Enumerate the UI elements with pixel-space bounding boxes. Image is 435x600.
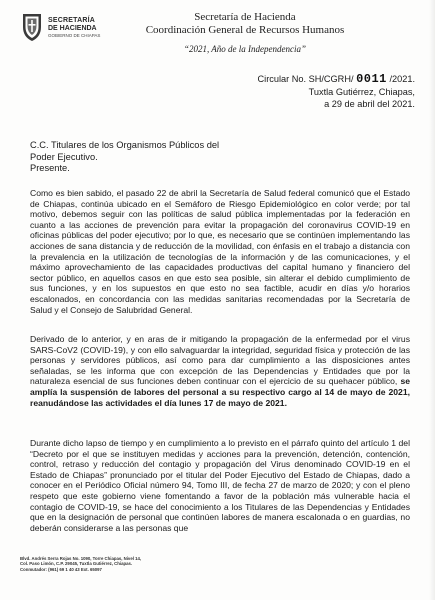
addressee-line-1: C.C. Titulares de los Organismos Públicos del: [30, 140, 220, 150]
paragraph-2-bold-notice: se amplía la suspensión de labores del personal a su respectivo cargo al 14 de mayo de 2021, reanudándose las actividades el día lunes 17 de mayo de 2021.: [30, 376, 411, 408]
addressee-block: [30, 140, 390, 175]
footer-line-3: Conmutador: (961) 69 1 40 43 Ext. 65097: [20, 566, 102, 572]
paragraph-2-text: Derivado de lo anterior, y en aras de ir mitigando la propagación de la enfermedad por el virus SARS-CoV2 (COVID-19), y con ello salvaguardar la integridad, seguridad física y protección de las personas y servidores públicos, así como para dar cumplimiento a las disposiciones antes señaladas, se les informa que con excepción de las Dependencias y Entidades que por la naturaleza esencial de sus funciones deben continuar con el ejercicio de su quehacer público,: [30, 334, 410, 387]
logo-text: [48, 17, 100, 39]
addressee-line-3: Presente.: [30, 163, 70, 173]
coat-of-arms-icon: [20, 12, 44, 42]
scan-edge-shadow: [429, 0, 435, 600]
circular-folio: 0011: [356, 72, 387, 86]
circular-number: [258, 74, 415, 85]
logo-line-1: SECRETARÍA: [48, 17, 95, 24]
body-paragraph-3: Durante dicho lapso de tiempo y en cumplimiento a lo previsto en el párrafo quinto del artículo 1 del “Decreto por el que se instituyen medidas y acciones para la prevención, detención, contención, control, retraso y reducción del contagio y propagación del Virus denominado COVID-19 en el Estado de Chiapas” pronunciado por el titular del Poder Ejecutivo del Estado de Chiapas, dado a conocer en el Periódico Oficial número 94, Tomo III, de fecha 27 de marzo de 2020; y con el pleno respeto que este gobierno viene fomentando a favor de la población más vulnerable hacia el contagio de COVID-19, se hace del conocimiento a los Titulares de las Dependencias y Entidades que en la designación de personal que continúen labores de manera escalonada o en guardias, no deberán considerarse a las personas que: [30, 438, 410, 533]
ministry-title: Secretaría de Hacienda: [194, 11, 296, 23]
logo-line-3: GOBIERNO DE CHIAPAS: [48, 33, 101, 38]
ministry-logo: [20, 12, 140, 52]
year-motto: “2021, Año de la Independencia”: [183, 44, 307, 54]
office-address-footer: [20, 556, 141, 572]
footer-line-2: Col. Paso Limón, C.P. 29045, Tuxtla Gutiérrez, Chiapas.: [20, 561, 133, 567]
circular-date: a 29 de abril del 2021.: [324, 99, 415, 109]
circular-place: Tuxtla Gutiérrez, Chiapas,: [308, 87, 415, 97]
addressee-line-2: Poder Ejecutivo.: [30, 151, 98, 162]
logo-line-2: DE HACIENDA: [48, 25, 97, 32]
body-paragraph-2: [30, 334, 410, 408]
footer-line-1: Blvd. Andrés Serra Rojas No. 1090, Torre Chiapas, Nivel 14,: [20, 556, 142, 561]
department-title: Coordinación General de Recursos Humanos: [145, 24, 345, 36]
circular-suffix: /2021.: [389, 74, 415, 84]
circular-prefix: Circular No. SH/CGRH/: [257, 74, 354, 84]
body-paragraph-1: Como es bien sabido, el pasado 22 de abril la Secretaría de Salud federal comunicó que el Estado de Chiapas, continúa ubicado en el Semáforo de Riesgo Epidemiológico en color verde; por tal motivo, debemos seguir con las políticas de salud pública implementadas por la federación en cuanto a las acciones de prevención para evitar la propagación del coronavirus COVID-19 en oficinas públicas del poder ejecutivo; por lo que, es necesario que se continúen implementando las acciones de sana distancia y de reducción de la movilidad, con énfasis en el trabajo a distancia con la prevalencia en la utilización de tecnologías de la información y de las comunicaciones, y el máximo aprovechamiento de las capacidades productivas del capital humano y financiero del sector público, en aquellos casos en que esto sea posible, sin alterar el debido cumplimiento de sus funciones, y en los supuestos en que esto no sea factible, acudir en días y/o horarios escalonados, en concordancia con las medidas sanitarias recomendadas por la Secretaría de Salud y el Consejo de Salubridad General.: [30, 188, 410, 315]
